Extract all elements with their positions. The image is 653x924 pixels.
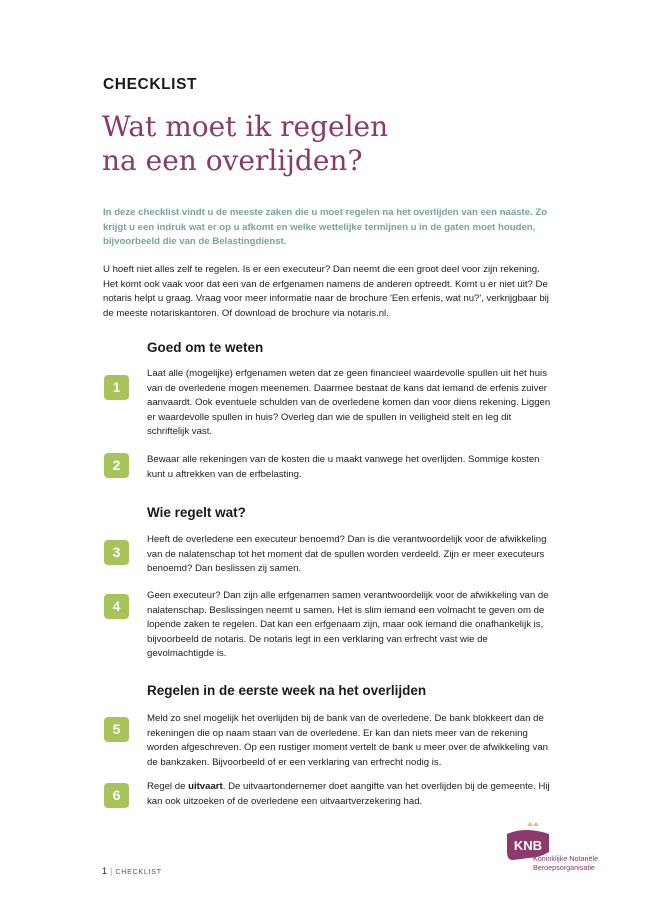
item-number-badge: 5 [104, 717, 129, 742]
section-title-wie-regelt-wat: Wie regelt wat? [147, 505, 246, 520]
item-text-bold: uitvaart [188, 781, 223, 792]
page-number: 1 [102, 866, 108, 876]
item-number-badge: 1 [104, 375, 129, 400]
checklist-item-text: Laat alle (mogelijke) erfgenamen weten dat ze geen financieel waardevolle spullen uit het huis van de overledene mogen meenemen. Daarmee bestaat de kans dat iemand de erfenis zuiver aanvaardt. Ook eventuele schulden van de overledene komen dan voor diens rekening. Liggen er waardevolle spullen in huis? Overleg dan wie de spullen in veiligheid stelt en leg dit schriftelijk vast. [147, 368, 551, 438]
section-title-eerste-week: Regelen in de eerste week na het overlijden [147, 683, 427, 698]
checklist-item-text: Geen executeur? Dan zijn alle erfgenamen samen verantwoordelijk voor de afwikkeling van de nalatenschap. Beslissingen neemt u samen. Het is slim iemand een volmacht te geven om de lopende zaken te regelen. Dat kan een erfgenaam zijn, maar ook iemand die onafhankelijk is, bijvoorbeeld de notaris. De notaris legt in een verklaring van erfrecht vast wie de gevolmachtigde is. [147, 590, 549, 660]
section-title-goed-om-te-weten: Goed om te weten [147, 340, 264, 355]
organization-name [533, 854, 617, 872]
logo-text: KNB [513, 838, 543, 853]
page-footer [102, 866, 162, 876]
knb-logo [505, 822, 615, 877]
checklist-item-text: Bewaar alle rekeningen van de kosten die u maakt vanwege het overlijden. Sommige kosten kunt u aftrekken van de erfbelasting. [147, 454, 540, 480]
body-paragraph: U hoeft niet alles zelf te regelen. Is er een executeur? Dan neemt die een groot deel voor zijn rekening. Het komt ook vaak voor dat een van de erfgenamen namens de anderen optreedt. Komt u er niet uit? De notaris helpt u graag. Vraag voor meer informatie naar de brochure 'Een erfenis, wat nu?', verkrijgbaar bij de meeste notariskantoren. Of download de brochure via notaris.nl. [103, 264, 549, 319]
item-text-part: Regel de [147, 781, 189, 792]
title-line-1: Wat moet ik regelen [102, 110, 389, 143]
checklist-item-text [147, 780, 553, 809]
document-kicker: CHECKLIST [103, 76, 198, 93]
item-number-badge: 6 [104, 783, 129, 808]
intro-paragraph: In deze checklist vindt u de meeste zaken die u moet regelen na het overlijden van een naaste. Zo krijgt u een indruk wat er op u afkomt en welke wettelijke termijnen u in de gaten moet houden, bijvoorbeeld die van de Belastingdienst. [103, 207, 548, 248]
item-number-badge: 3 [104, 540, 129, 565]
footer-label: CHECKLIST [115, 869, 162, 876]
checklist-item-text: Heeft de overledene een executeur benoemd? Dan is die verantwoordelijk voor de afwikkeling van de nalatenschap tot het moment dat de spullen worden verdeeld. Zijn er meer executeurs benoemd? Dan beslissen zij samen. [147, 534, 547, 575]
checklist-item-text: Meld zo snel mogelijk het overlijden bij de bank van de overledene. De bank blokkeert dan de rekeningen die op naam staan van de overledene. Er kan dan niets meer van de rekening worden afgeschreven. Op een rustiger moment vertelt de bank u meer over de afwikkeling van de bankzaken. Bijvoorbeeld of er een verklaring van erfrecht nodig is. [147, 713, 549, 768]
organization-line-1: Koninklijke Notariële [533, 854, 599, 863]
item-text-part: . De uitvaartondernemer doet aangifte van het overlijden bij de gemeente. Hij kan ook uitzoeken of de overledene een uitvaartverzekering had. [147, 781, 550, 807]
title-line-2: na een overlijden? [102, 144, 363, 177]
document-title [102, 110, 562, 178]
organization-line-2: Beroepsorganisatie [533, 863, 595, 872]
footer-separator: | [110, 866, 113, 876]
item-number-badge: 2 [104, 453, 129, 478]
crown-icon [527, 822, 539, 826]
item-number-badge: 4 [104, 594, 129, 619]
